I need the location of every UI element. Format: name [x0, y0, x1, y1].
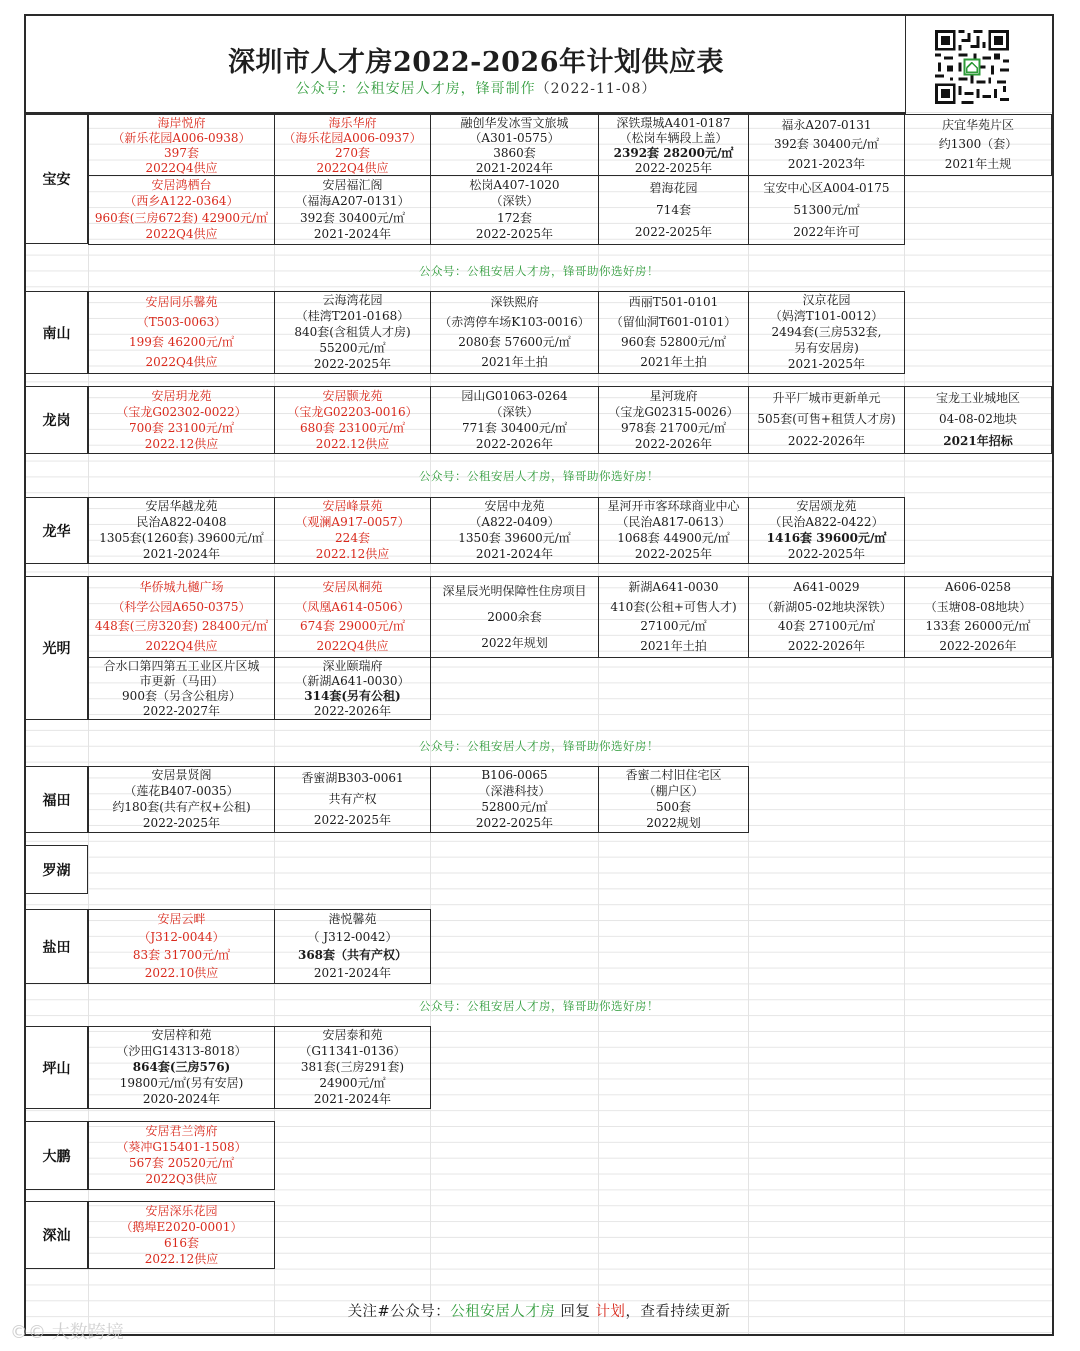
cell-text: 616套 [164, 1235, 199, 1250]
cell-text: 2021-2024年 [142, 546, 221, 561]
cell-text: 864套(三房576) [132, 1059, 231, 1074]
cell-text: 2021-2024年 [313, 965, 392, 980]
cell-text: 04-08-02地块 [939, 412, 1017, 427]
project-cell [430, 766, 599, 833]
cell-text: 381套(三房291套) [300, 1059, 405, 1074]
cell-text: 397套 [164, 146, 199, 160]
cell-text: 2022-2025年 [313, 813, 392, 827]
cell-text: （宝龙G02315-0026） [608, 404, 739, 419]
cell-text: 安居云畔 [157, 912, 206, 927]
cell-text: （A822-0409） [469, 515, 560, 530]
cell-text: 2022Q4供应 [316, 638, 389, 653]
project-cell [430, 386, 599, 454]
cell-text: 2022.10供应 [144, 965, 219, 980]
project-cell [430, 497, 599, 564]
cell-text: B106-0065 [481, 768, 548, 783]
cell-text: （宝龙G02203-0016） [287, 404, 418, 419]
cell-text: 2022-2025年 [475, 815, 554, 830]
project-cell [274, 766, 431, 833]
cell-text: 960套(三房672套) 42900元/㎡ [94, 210, 269, 225]
cell-text: 505套(可售+租赁人才房) [757, 412, 896, 427]
promo-banner: 公众号：公租安居人才房，锋哥助你选好房！ [419, 999, 659, 1013]
project-cell [598, 576, 749, 658]
region-longhua: 龙华 [26, 497, 88, 564]
cell-text: 深星辰光明保障性住房项目 [442, 583, 587, 598]
cell-text: （留仙洞T601-0101） [610, 315, 737, 330]
cell-text: 199套 46200元/㎡ [129, 334, 234, 349]
cell-text: 2080套 57600元/㎡ [458, 334, 571, 349]
cell-text: 2022-2025年 [634, 161, 713, 175]
cell-text: （海乐花园A006-0937） [283, 131, 422, 145]
cell-text: 567套 20520元/㎡ [129, 1156, 234, 1171]
cell-text: 深业颐瑞府 [322, 659, 383, 673]
cell-text: 960套 52800元/㎡ [621, 334, 726, 349]
cell-text: 汉京花园 [802, 293, 851, 308]
cell-text: 星河珑府 [649, 388, 698, 403]
project-cell [88, 1201, 275, 1269]
cell-text: 合水口第四第五工业区片区城 [103, 659, 260, 673]
footer-suffix: ，查看持续更新 [625, 1304, 731, 1320]
cell-text: 2022-2025年 [475, 227, 554, 242]
cell-text: （民治A822-0422） [769, 515, 884, 530]
project-cell [598, 114, 749, 176]
cell-text: 松岗A407-1020 [469, 177, 560, 192]
cell-text: （赤湾停车场K103-0016） [439, 315, 590, 330]
cell-text: 约180套(共有产权+公租) [112, 799, 251, 814]
cell-text: （桂湾T201-0168） [295, 309, 410, 324]
project-cell [88, 497, 275, 564]
cell-text: 3860套 [493, 146, 536, 160]
cell-text: 2022-2027年 [142, 704, 221, 718]
project-cell [88, 291, 275, 374]
cell-text: （凤凰A614-0506） [295, 599, 410, 614]
cell-text: 西丽T501-0101 [628, 295, 719, 310]
cell-text: 2022-2026年 [787, 433, 866, 448]
project-cell [748, 114, 905, 176]
cell-text: （莲花B407-0035） [124, 784, 239, 799]
cell-text: 安居福汇阁 [322, 177, 383, 192]
project-cell [88, 657, 275, 720]
cell-text: 2021-2024年 [475, 546, 554, 561]
cell-text: 安居景贤阁 [151, 768, 212, 783]
cell-text: （深铁） [490, 404, 539, 419]
project-cell [274, 114, 431, 176]
cell-text: 碧海花园 [649, 180, 698, 195]
region-guangming: 光明 [26, 576, 88, 720]
cell-text: 900套（另含公租房） [122, 689, 241, 703]
cell-text: 314套(另有公租) [304, 689, 401, 703]
cell-text: 安居颢龙苑 [322, 388, 383, 403]
cell-text: （松岗车辆段上盖） [619, 131, 728, 145]
cell-text: 448套(三房320套) 28400元/㎡ [94, 619, 269, 634]
cell-text: 安居玥龙苑 [151, 388, 212, 403]
project-cell [88, 1121, 275, 1190]
project-cell [274, 175, 431, 245]
cell-text: 2022Q4供应 [145, 161, 218, 175]
cell-text: 2022Q3供应 [145, 1172, 218, 1187]
cell-text: 2022规划 [646, 815, 701, 830]
cell-text: 民治A822-0408 [136, 515, 227, 530]
cell-text: 2021-2025年 [787, 356, 866, 371]
promo-banner: 公众号：公租安居人才房，锋哥助你选好房！ [419, 264, 659, 278]
cell-text: 2021年土规 [944, 156, 1012, 171]
cell-text: 500套 [656, 799, 691, 814]
cell-text: 2022.12供应 [144, 436, 219, 451]
project-cell [88, 909, 275, 984]
cell-text: 新湖A641-0030 [628, 580, 719, 595]
cell-text: 840套(含租赁人才房) [294, 324, 411, 339]
cell-text: 2022Q4供应 [316, 161, 389, 175]
cell-text: 52800元/㎡ [481, 799, 548, 814]
project-cell [274, 1026, 431, 1109]
cell-text: （宝龙G02302-0022） [116, 404, 247, 419]
page-title: 深圳市人才房2022-2026年计划供应表 [228, 47, 724, 78]
cell-text: （深铁） [490, 194, 539, 209]
cell-text: 2022-2025年 [787, 546, 866, 561]
cell-text: 香蜜二村旧住宅区 [625, 768, 722, 783]
cell-text: 133套 26000元/㎡ [925, 619, 1031, 634]
cell-text: 392套 30400元/㎡ [300, 210, 405, 225]
cell-text: 融创华发冰雪文旅城 [460, 116, 569, 130]
qr-code-box [905, 16, 1054, 112]
cell-text: 2022-2026年 [313, 704, 392, 718]
project-cell [274, 576, 431, 658]
cell-text: （沙田G14313-8018） [116, 1044, 247, 1059]
cell-text: 2022Q4供应 [145, 227, 218, 242]
cell-text: 1068套 44900元/㎡ [617, 530, 730, 545]
project-cell [274, 497, 431, 564]
cell-text: 700套 23100元/㎡ [129, 420, 234, 435]
cell-text: 安居君兰湾府 [145, 1123, 218, 1138]
project-cell [904, 114, 1052, 176]
cell-text: 香蜜湖B303-0061 [301, 771, 404, 785]
cell-text: （深港科技） [478, 784, 551, 799]
cell-text: 华侨城九樾广场 [139, 580, 224, 595]
cell-text: 410套(公租+可售人才) [610, 599, 737, 614]
project-cell [88, 766, 275, 833]
cell-text: （A301-0575） [469, 131, 560, 145]
cell-text: 2022-2026年 [634, 436, 713, 451]
project-cell [748, 576, 905, 658]
project-cell [598, 291, 749, 374]
spreadsheet-sheet [24, 14, 1054, 1336]
cell-text: 2022-2025年 [313, 356, 392, 371]
cell-text: 83套 31700元/㎡ [132, 947, 231, 962]
cell-text: 2022-2026年 [787, 638, 866, 653]
cell-text: （ J312-0042） [307, 930, 398, 945]
cell-text: 另有安居房) [794, 340, 859, 355]
cell-text: （J312-0044） [138, 930, 225, 945]
promo-banner: 公众号：公租安居人才房，锋哥助你选好房！ [419, 739, 659, 753]
cell-text: 安居鸿栖台 [151, 177, 212, 192]
project-cell [88, 1026, 275, 1109]
project-cell [748, 175, 905, 245]
cell-text: 2022.12供应 [315, 436, 390, 451]
cell-text: 安居同乐馨苑 [145, 295, 218, 310]
project-cell [598, 175, 749, 245]
cell-text: 51300元/㎡ [793, 202, 860, 217]
project-cell [88, 576, 275, 658]
cell-text: 深铁熙府 [490, 295, 539, 310]
cell-text: 224套 [335, 530, 370, 545]
cell-text: 2022-2026年 [939, 638, 1017, 653]
project-cell [430, 175, 599, 245]
cell-text: （新乐花园A006-0938） [112, 131, 251, 145]
project-cell [274, 909, 431, 984]
project-cell [904, 386, 1052, 454]
cell-text: 24900元/㎡ [319, 1075, 386, 1090]
cell-text: 2392套 28200元/㎡ [613, 146, 734, 160]
cell-text: 392套 30400元/㎡ [774, 137, 879, 152]
cell-text: 771套 30400元/㎡ [462, 420, 567, 435]
region-luohu: 罗湖 [26, 845, 88, 894]
cell-text: 1305套(1260套) 39600元/㎡ [99, 530, 264, 545]
cell-text: A641-0029 [793, 580, 860, 595]
cell-text: 1350套 39600元/㎡ [458, 530, 571, 545]
project-cell [598, 766, 749, 833]
project-cell [430, 576, 599, 658]
cell-text: 港悦馨苑 [328, 912, 377, 927]
cell-text: （玉塘08-08地块） [924, 599, 1032, 614]
cell-text: 2022年许可 [793, 224, 860, 239]
cell-text: 368套（共有产权） [297, 947, 408, 962]
project-cell [748, 497, 905, 564]
cell-text: 福永A207-0131 [781, 118, 872, 133]
cell-text: 2020-2024年 [142, 1091, 221, 1106]
cell-text: 2021年土拍 [640, 354, 707, 369]
footer-note [26, 1300, 1052, 1321]
cell-text: 978套 21700元/㎡ [621, 420, 726, 435]
cell-text: 2022Q4供应 [145, 638, 218, 653]
promo-banner: 公众号：公租安居人才房，锋哥助你选好房！ [419, 469, 659, 483]
cell-text: 2022Q4供应 [145, 354, 218, 369]
cell-text: 2022.12供应 [144, 1251, 219, 1266]
footer-prefix: 关注#公众号： [347, 1304, 451, 1320]
cell-text: （G11341-0136） [299, 1044, 406, 1059]
cell-text: 宝龙工业城地区 [935, 391, 1020, 406]
cell-text: （民治A817-0613） [616, 515, 731, 530]
project-cell [748, 291, 905, 374]
cell-text: 宝安中心区A004-0175 [763, 180, 890, 195]
region-longgang: 龙岗 [26, 386, 88, 454]
project-cell [598, 386, 749, 454]
cell-text: 2021年土拍 [640, 638, 707, 653]
cell-text: 680套 23100元/㎡ [300, 420, 405, 435]
cell-text: 674套 29000元/㎡ [300, 619, 405, 634]
cell-text: 2022-2025年 [634, 224, 713, 239]
header-area [26, 16, 906, 112]
region-dapeng: 大鹏 [26, 1121, 88, 1190]
cell-text: 海岸悦府 [157, 116, 206, 130]
cell-text: （新湖A641-0030） [295, 674, 410, 688]
cell-text: 云海湾花园 [322, 293, 383, 308]
subtitle-account: 公众号：公租安居人才房，锋哥制作 [295, 81, 536, 97]
cell-text: 2021-2024年 [313, 227, 392, 242]
page-subtitle [26, 78, 926, 98]
cell-text: （科学公园A650-0375） [112, 599, 251, 614]
footer-reply: 回复 [555, 1304, 596, 1320]
cell-text: （葵冲G15401-1508） [116, 1139, 247, 1154]
cell-text: 安居梓和苑 [151, 1028, 212, 1043]
cell-text: 2022.12供应 [315, 546, 390, 561]
project-cell [430, 114, 599, 176]
cell-text: （棚户区） [643, 784, 704, 799]
region-pingshan: 坪山 [26, 1026, 88, 1109]
cell-text: 安居峰景苑 [322, 499, 383, 514]
cell-text: 2000余套 [487, 609, 542, 624]
cell-text: 安居凤桐苑 [322, 580, 383, 595]
cell-text: 海乐华府 [328, 116, 377, 130]
cell-text: 安居深乐花园 [145, 1203, 218, 1218]
cell-text: 升平厂城市更新单元 [772, 391, 881, 406]
cell-text: 安居华越龙苑 [145, 499, 218, 514]
watermark: ©© 大数跨境 [10, 1322, 124, 1343]
cell-text: 星河开市客环球商业中心 [607, 499, 740, 514]
cell-text: （观澜A917-0057） [295, 515, 410, 530]
cell-text: 庆宜华苑片区 [941, 118, 1014, 133]
region-futian: 福田 [26, 766, 88, 833]
cell-text: 2022年规划 [481, 635, 548, 650]
cell-text: 共有产权 [328, 792, 377, 806]
project-cell [904, 576, 1052, 658]
cell-text: 19800元/㎡(另有安居) [119, 1075, 244, 1090]
cell-text: 27100元/㎡ [640, 619, 707, 634]
project-cell [88, 114, 275, 176]
cell-text: 2021-2024年 [313, 1091, 392, 1106]
project-cell [598, 497, 749, 564]
cell-text: 714套 [656, 202, 691, 217]
region-baoan: 宝安 [26, 114, 88, 244]
cell-text: （西乡A122-0364） [124, 194, 239, 209]
cell-text: （新湖05-02地块深铁） [761, 599, 892, 614]
cell-text: 2022-2025年 [142, 815, 221, 830]
project-cell [274, 386, 431, 454]
cell-text: 安居颂龙苑 [796, 499, 857, 514]
footer-keyword: 计划 [595, 1304, 626, 1320]
cell-text: 2021-2023年 [787, 156, 866, 171]
cell-text: 安居泰和苑 [322, 1028, 383, 1043]
cell-text: 172套 [497, 210, 532, 225]
cell-text: 270套 [335, 146, 370, 160]
cell-text: 安居中龙苑 [484, 499, 545, 514]
project-cell [748, 386, 905, 454]
cell-text: 2022-2026年 [475, 436, 554, 451]
cell-text: 园山G01063-0264 [461, 388, 568, 403]
region-shenshan: 深汕 [26, 1201, 88, 1269]
cell-text: 2494套(三房532套, [771, 324, 882, 339]
cell-text: 约1300（套） [938, 137, 1018, 152]
subtitle-date: （2022-11-08） [535, 81, 657, 97]
cell-text: （T503-0063） [136, 315, 227, 330]
region-nanshan: 南山 [26, 291, 88, 374]
footer-account: 公租安居人才房 [450, 1304, 556, 1320]
cell-text: A606-0258 [944, 580, 1012, 595]
cell-text: 1416套 39600元/㎡ [766, 530, 887, 545]
project-cell [430, 291, 599, 374]
project-cell [88, 175, 275, 245]
cell-text: 2021年招标 [943, 433, 1013, 448]
cell-text: （妈湾T101-0012） [769, 309, 884, 324]
cell-text: 2021年土拍 [481, 354, 548, 369]
cell-text: （鹅埠E2020-0001） [120, 1219, 243, 1234]
cell-text: （福海A207-0131） [295, 194, 410, 209]
cell-text: 2021-2024年 [475, 161, 554, 175]
cell-text: 深铁璟城A401-0187 [616, 116, 731, 130]
cell-text: 40套 27100元/㎡ [777, 619, 876, 634]
region-yantian: 盐田 [26, 909, 88, 984]
cell-text: 市更新（马田） [139, 674, 224, 688]
cell-text: 55200元/㎡ [319, 340, 386, 355]
cell-text: 2022-2025年 [634, 546, 713, 561]
project-cell [88, 386, 275, 454]
project-cell [274, 291, 431, 374]
project-cell [274, 657, 431, 720]
qr-code-icon [935, 30, 1009, 104]
